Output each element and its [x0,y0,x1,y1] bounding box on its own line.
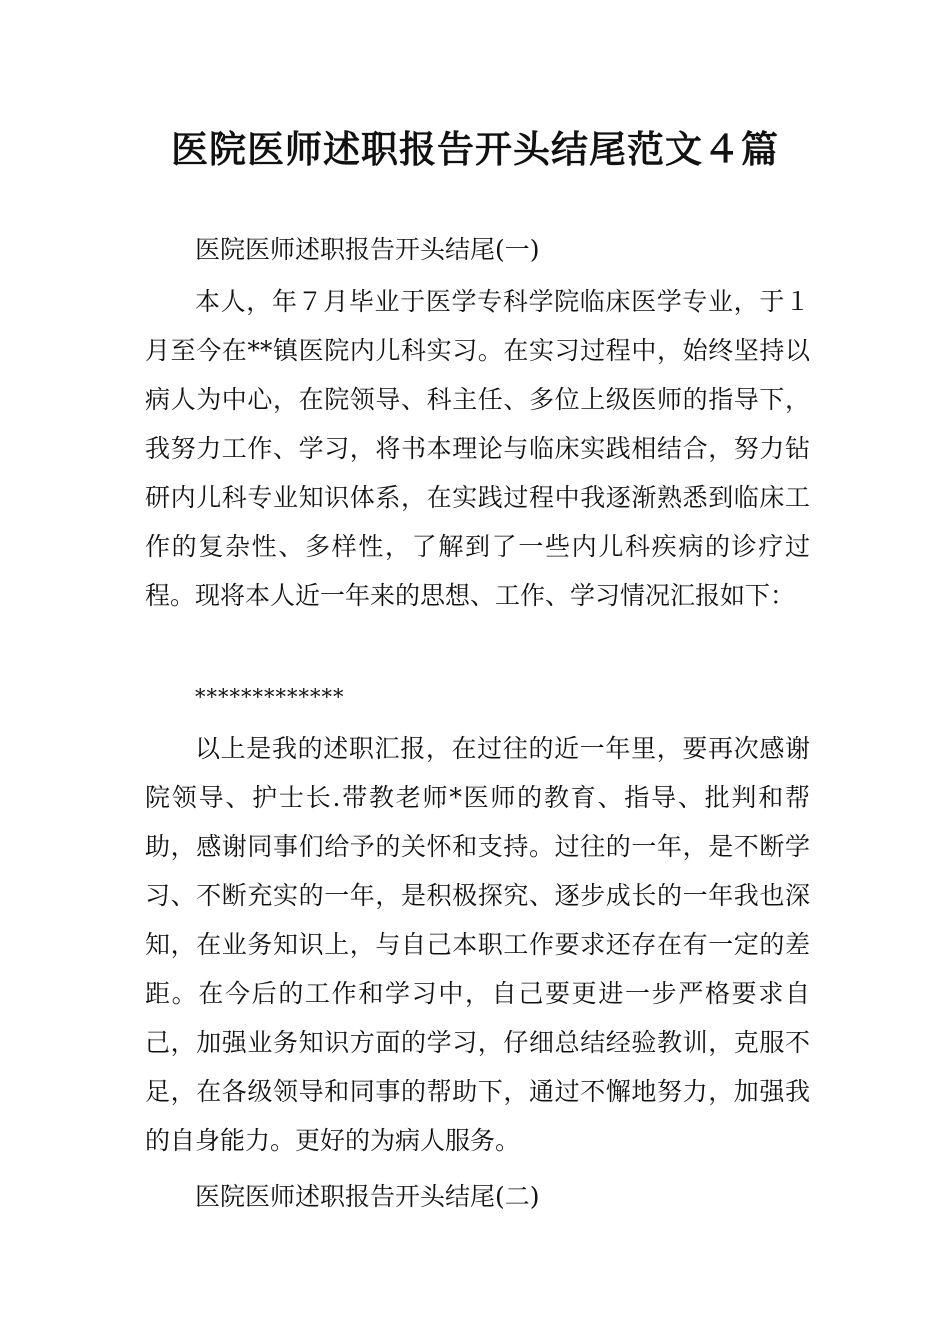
closing-paragraph: 以上是我的述职汇报，在过往的近一年里，要再次感谢院领导、护士长.带教老师*医师的教育、指导、批判和帮助，感谢同事们给予的关怀和支持。过往的一年，是不断学习、不断充实的一年，是积极探究、逐步成长的一年我也深知，在业务知识上，与自己本职工作要求还存在有一定的差距。在今后的工作和学习中，自己要更进一步严格要求自己，加强业务知识方面的学习，仔细总结经验教训，克服不足，在各级领导和同事的帮助下，通过不懈地努力，加强我的自身能力。更好的为病人服务。 [145,734,810,1155]
section-heading-1: 医院医师述职报告开头结尾(一) [195,235,540,264]
separator-line: ************* [195,685,345,709]
intro-paragraph: 本人，年７月毕业于医学专科学院临床医学专业，于１月至今在**镇医院内儿科实习。在实习过程中，始终坚持以病人为中心，在院领导、科主任、多位上级医师的指导下，我努力工作、学习，将书本理论与临床实践相结合，努力钻研内儿科专业知识体系，在实践过程中我逐渐熟悉到临床工作的复杂性、多样性，了解到了一些内儿科疾病的诊疗过程。现将本人近一年来的思想、工作、学习情况汇报如下： [145,287,810,610]
section-heading-2: 医院医师述职报告开头结尾(二) [195,1182,540,1211]
document-title: 医院医师述职报告开头结尾范文４篇 [171,128,779,171]
